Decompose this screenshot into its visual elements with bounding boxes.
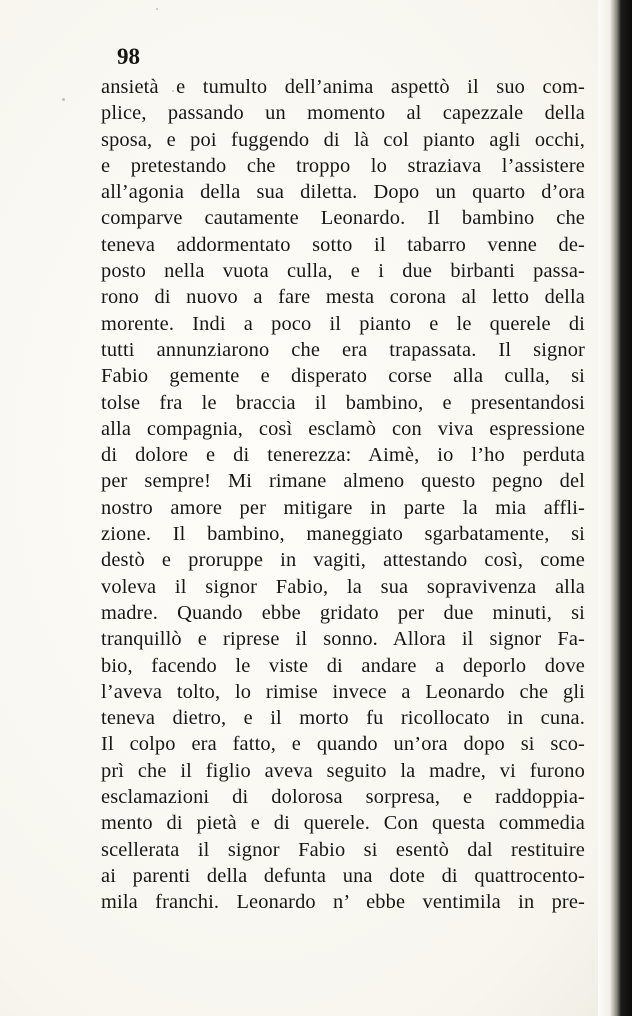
text-line: bio, facendo le viste di andare a deporlo dove xyxy=(101,654,585,677)
text-line: all’agonia della sua diletta. Dopo un quarto d’ora xyxy=(101,181,585,204)
text-line: prì che il figlio aveva seguito la madre, vi furono xyxy=(101,759,585,782)
text-line: comparve cautamente Leonardo. Il bambino che xyxy=(101,207,585,230)
text-line: di dolore e di tenerezza: Aimè, io l’ho perduta xyxy=(101,444,585,467)
paper-speck xyxy=(62,98,65,101)
text-line: zione. Il bambino, maneggiato sgarbatamente, si xyxy=(101,523,585,546)
text-line: destò e proruppe in vagiti, attestando così, come xyxy=(101,549,585,572)
text-line: ai parenti della defunta una dote di quattrocento- xyxy=(101,864,585,887)
text-line: nostro amore per mitigare in parte la mia affli- xyxy=(101,496,585,519)
text-line: mila franchi. Leonardo n’ ebbe ventimila in pre- xyxy=(101,891,585,914)
text-line: tolse fra le braccia il bambino, e presentandosi xyxy=(101,391,585,414)
text-line: esclamazioni di dolorosa sorpresa, e raddoppia- xyxy=(101,786,585,809)
text-line: l’aveva tolto, lo rimise invece a Leonardo che gli xyxy=(101,680,585,703)
text-line: teneva addormentato sotto il tabarro venne de- xyxy=(101,233,585,256)
text-line: morente. Indi a poco il pianto e le querele di xyxy=(101,312,585,335)
text-line: e pretestando che troppo lo straziava l’assistere xyxy=(101,154,585,177)
text-line: posto nella vuota culla, e i due birbanti passa- xyxy=(101,260,585,283)
text-line: sposa, e poi fuggendo di là col pianto agli occhi, xyxy=(101,128,585,151)
text-line: voleva il signor Fabio, la sua sopravivenza alla xyxy=(101,575,585,598)
text-line: tutti annunziarono che era trapassata. Il signor xyxy=(101,338,585,361)
text-line: teneva dietro, e il morto fu ricollocato in cuna. xyxy=(101,707,585,730)
text-line: mento di pietà e di querele. Con questa commedia xyxy=(101,812,585,835)
text-line: madre. Quando ebbe gridato per due minuti, si xyxy=(101,601,585,624)
text-line: per sempre! Mi rimane almeno questo pegno del xyxy=(101,470,585,493)
text-line: ansietà e tumulto dell’anima aspettò il suo com- xyxy=(101,76,585,98)
text-line: tranquillò e riprese il sonno. Allora il signor Fa- xyxy=(101,628,585,651)
text-line: Il colpo era fatto, e quando un’ora dopo si sco- xyxy=(101,733,585,756)
text-line: alla compagnia, così esclamò con viva espressione xyxy=(101,417,585,440)
body-text xyxy=(101,74,585,916)
text-line: scellerata il signor Fabio si esentò dal restituire xyxy=(101,838,585,861)
book-spine-shadow xyxy=(598,0,632,1016)
page-number: 98 xyxy=(117,44,140,69)
text-line: Fabio gemente e disperato corse alla culla, si xyxy=(101,365,585,388)
text-line: rono di nuovo a fare mesta corona al letto della xyxy=(101,286,585,309)
text-line: plice, passando un momento al capezzale della xyxy=(101,102,585,125)
paper-speck xyxy=(156,8,158,10)
